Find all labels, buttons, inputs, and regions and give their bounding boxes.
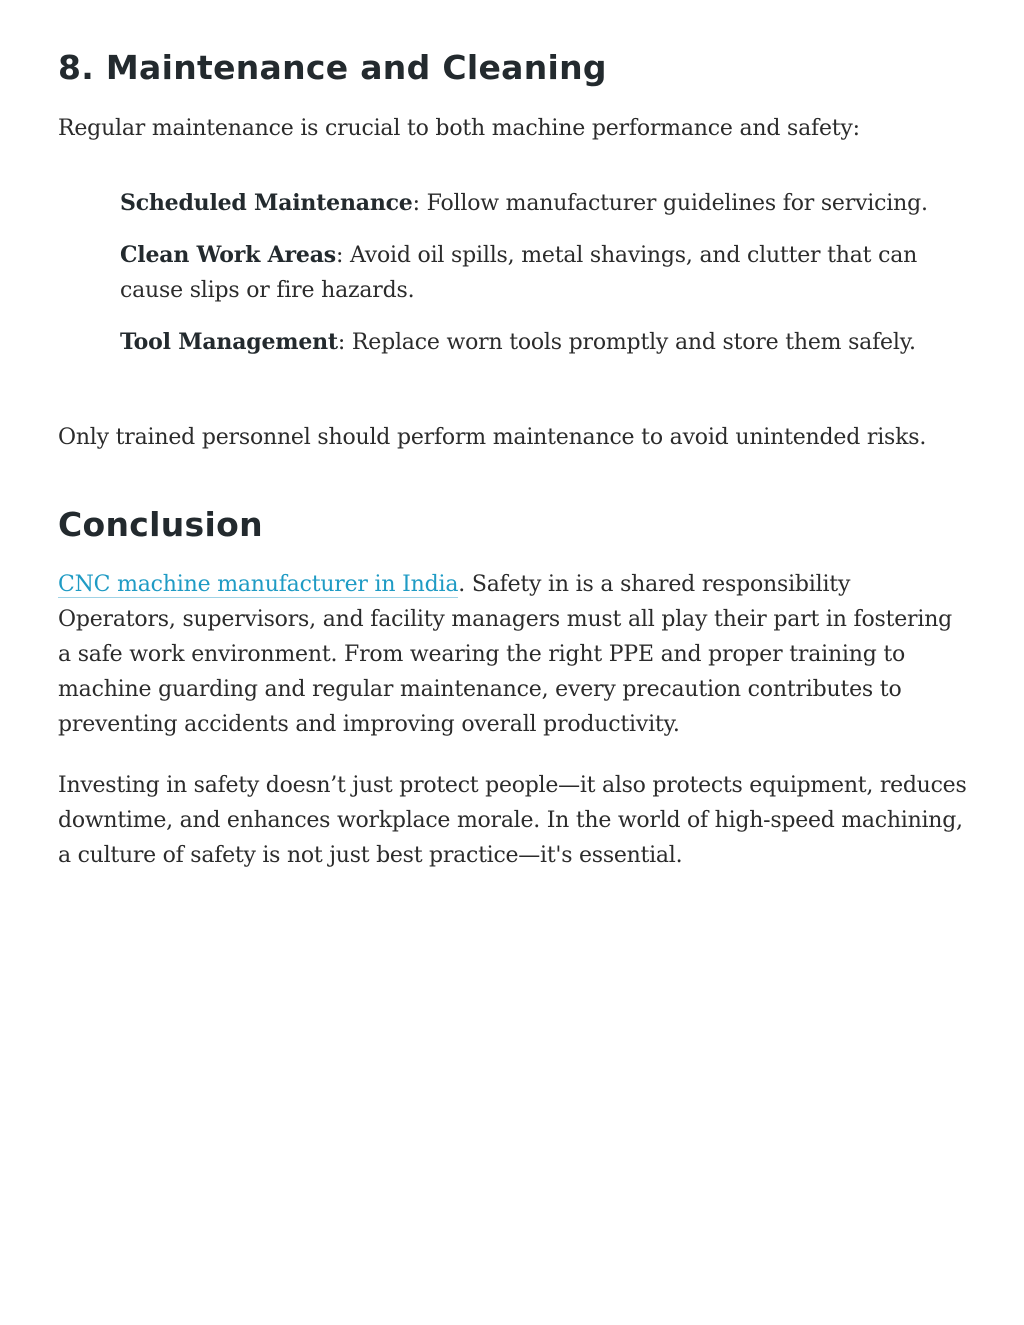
maintenance-closing-paragraph: Only trained personnel should perform maintenance to avoid unintended risks. — [58, 425, 927, 450]
list-item-description: : Follow manufacturer guidelines for servicing. — [412, 191, 928, 216]
conclusion-paragraph-2: Investing in safety doesn’t just protect people—it also protects equipment, reduces downtime, and enhances workplace morale. In the world of high-speed machining, a culture of safety is not just best practice—it's essential. — [58, 773, 967, 868]
section-heading-conclusion: Conclusion — [58, 505, 263, 544]
list-item — [120, 238, 980, 308]
conclusion-paragraph-1 — [58, 567, 968, 742]
list-item — [120, 325, 980, 360]
conclusion-paragraph-1-text: . Safety in is a shared responsibility Operators, supervisors, and facility managers must all play their part in fostering a safe work environment. From wearing the right PPE and proper training to machine guarding and regular maintenance, every precaution contributes to preventing accidents and improving overall productivity. — [58, 572, 953, 737]
list-item — [120, 186, 980, 221]
list-item-term: Tool Management — [120, 329, 338, 355]
maintenance-list — [120, 186, 980, 377]
list-item-term: Scheduled Maintenance — [120, 190, 413, 216]
maintenance-intro-paragraph: Regular maintenance is crucial to both machine performance and safety: — [58, 116, 860, 141]
list-item-term: Clean Work Areas — [120, 242, 336, 268]
list-item-description: : Replace worn tools promptly and store them safely. — [337, 330, 916, 355]
list-item-description: : Avoid oil spills, metal shavings, and clutter that can cause slips or fire hazards. — [120, 243, 918, 303]
manufacturer-link[interactable]: CNC machine manufacturer in India — [58, 572, 459, 597]
section-heading-maintenance: 8. Maintenance and Cleaning — [58, 48, 607, 87]
